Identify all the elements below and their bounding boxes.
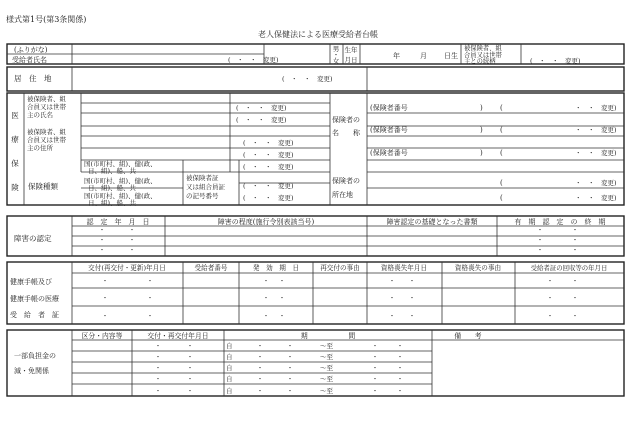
vertical-label: 険: [11, 183, 19, 192]
date-dot: ・: [371, 375, 379, 383]
period-from: 自: [226, 342, 233, 350]
column-header: 受給者番号: [194, 264, 228, 272]
date-dot: ・: [388, 312, 396, 320]
insured-address-label: 主の住所: [27, 144, 53, 152]
period-to: 〜至: [320, 364, 333, 372]
insurance-type-option: 国(市町村、組)、健(政、: [84, 160, 157, 168]
insurance-type-option: 日、組)、船、共: [88, 184, 137, 192]
disability-label: 障害の認定: [14, 234, 52, 243]
date-dot: ・: [256, 342, 264, 350]
period-to: 〜至: [320, 375, 333, 383]
column-header: 有 期 認 定 の 終 期: [514, 218, 606, 226]
date-dot: ・: [286, 387, 294, 395]
change-note: ・ ・ 変更): [575, 104, 617, 112]
recipient-name-label: 受給者氏名: [12, 56, 47, 64]
date-dot: ・: [371, 342, 379, 350]
date-dot: ・: [371, 387, 379, 395]
relation-label: 主との続柄: [464, 58, 496, 65]
paren: ): [480, 104, 483, 112]
sex-label: 女: [332, 57, 340, 65]
change-note: ( ・ ・ 変更): [243, 182, 294, 190]
change-note: ( ・ ・ 変更): [243, 151, 294, 159]
insured-name-label: 主の氏名: [27, 111, 53, 119]
date-dot: ・: [101, 312, 109, 320]
insured-address-label: 合員又は世帯: [27, 136, 66, 144]
date-dot: ・: [262, 277, 270, 285]
date-dot: ・: [408, 294, 416, 302]
column-header: 期 間: [300, 332, 356, 340]
date-dot: ・: [408, 312, 416, 320]
period-from: 自: [226, 364, 233, 372]
date-dot: ・: [154, 364, 162, 372]
column-header: 資格喪失年月日: [380, 264, 428, 272]
date-dot: ・: [98, 226, 106, 234]
column-header: 備 考: [454, 332, 482, 340]
date-dot: ・: [571, 246, 579, 254]
paren: (: [500, 194, 503, 202]
insurance-type-option: 日、組)、船、共: [88, 199, 137, 207]
paren: ): [480, 126, 483, 134]
period-from: 自: [226, 375, 233, 383]
vertical-label: 医: [11, 111, 19, 120]
date-dot: ・: [571, 277, 579, 285]
date-dot: ・: [546, 277, 554, 285]
column-header: 障害の程度(施行令別表該当号): [217, 218, 315, 226]
column-header: 受給者証の回収等の年月日: [530, 264, 608, 272]
handbook-label: 健康手帳及び: [10, 278, 52, 286]
date-dot: ・: [186, 387, 194, 395]
change-note: ( ・ ・ 変更): [243, 163, 294, 171]
residence-label: 居 住 地: [14, 74, 52, 83]
change-note: ・ ・ 変更): [575, 179, 617, 187]
date-dot: ・: [388, 277, 396, 285]
date-dot: ・: [396, 342, 404, 350]
date-dot: ・: [146, 294, 154, 302]
form-number: 様式第1号(第3条関係): [6, 15, 87, 24]
period-from: 自: [226, 387, 233, 395]
vertical-label: 保: [11, 159, 19, 168]
date-dot: ・: [396, 364, 404, 372]
column-header: 交付(再交付・更新)年月日: [88, 264, 166, 272]
date-dot: ・: [396, 375, 404, 383]
date-dot: ・: [256, 364, 264, 372]
period-to: 〜至: [320, 342, 333, 350]
furigana-label: (ふりがな): [14, 46, 48, 54]
date-dot: ・: [186, 375, 194, 383]
date-dot: ・: [371, 353, 379, 361]
paren: (: [500, 126, 503, 134]
date-dot: ・: [388, 294, 396, 302]
insurer-address-label: 所在地: [332, 191, 353, 199]
date-dot: ・: [98, 236, 106, 244]
change-note: ( ・ ・ 変更): [236, 116, 287, 124]
date-dot: ・: [154, 375, 162, 383]
copay-label: 一部負担金の: [14, 352, 56, 360]
date-dot: ・: [286, 375, 294, 383]
date-dot: ・: [128, 246, 136, 254]
change-note: ( ・ ・ 変更): [282, 75, 333, 83]
sex-label: 男: [332, 45, 340, 53]
insured-address-label: 被保険者、組: [27, 128, 66, 136]
insurance-type-label: 保険種類: [28, 182, 58, 191]
insurance-type-option: 国(市町村、組)、健(政、: [84, 177, 157, 185]
birth-label: 月日: [344, 56, 358, 64]
relation-label: 合員又は世帯: [464, 52, 502, 59]
date-dot: ・: [154, 353, 162, 361]
date-dot: ・: [278, 277, 286, 285]
date-dot: ・: [256, 353, 264, 361]
column-header: 資格喪失の事由: [454, 264, 502, 272]
column-header: 障害認定の基礎となった書類: [386, 218, 478, 226]
date-dot: ・: [154, 387, 162, 395]
period-to: 〜至: [320, 353, 333, 361]
date-dot: ・: [186, 342, 194, 350]
date-dot: ・: [262, 294, 270, 302]
date-dot: ・: [546, 294, 554, 302]
insurer-number-label: (保険者番号: [370, 126, 408, 134]
copay-label: 減・免関係: [14, 367, 49, 375]
date-dot: ・: [536, 236, 544, 244]
insurer-name-label: 保険者の: [332, 116, 360, 124]
date-dot: ・: [278, 312, 286, 320]
date-part: 年: [393, 52, 400, 60]
column-header: 発 効 期 日: [252, 264, 300, 272]
date-dot: ・: [571, 236, 579, 244]
cert-number-label: 又は組合員証: [186, 183, 225, 191]
column-header: 認 定 年 月 日: [86, 218, 150, 226]
date-dot: ・: [286, 342, 294, 350]
date-dot: ・: [536, 246, 544, 254]
date-dot: ・: [154, 342, 162, 350]
column-header: 区分・内容等: [81, 332, 123, 340]
date-dot: ・: [286, 364, 294, 372]
paren: (: [500, 149, 503, 157]
birth-label: 生年: [344, 46, 358, 54]
sex-label: ・: [332, 51, 340, 59]
column-header: 交付・再交付年月日: [147, 332, 209, 340]
date-part: 月: [420, 52, 427, 60]
change-note: ・ ・ 変更): [575, 194, 617, 202]
cert-number-label: 被保険者証: [186, 174, 219, 182]
date-dot: ・: [128, 226, 136, 234]
date-dot: ・: [286, 353, 294, 361]
date-dot: ・: [262, 312, 270, 320]
handbook-label: 健康手帳の医療: [10, 295, 59, 303]
period-to: 〜至: [320, 387, 333, 395]
change-note: ( ・ ・ 変更): [530, 57, 581, 65]
date-dot: ・: [278, 294, 286, 302]
date-dot: ・: [571, 312, 579, 320]
change-note: ・ ・ 変更): [575, 126, 617, 134]
date-dot: ・: [256, 375, 264, 383]
date-dot: ・: [186, 353, 194, 361]
date-dot: ・: [256, 387, 264, 395]
period-from: 自: [226, 353, 233, 361]
insurance-type-option: 国(市町村、組)、健(政、: [84, 192, 157, 200]
insured-name-label: 合員又は世帯: [27, 103, 66, 111]
insurance-type-option: 日、組)、船、共: [88, 167, 137, 175]
date-dot: ・: [146, 312, 154, 320]
date-dot: ・: [128, 236, 136, 244]
date-dot: ・: [98, 246, 106, 254]
change-note: ( ・ ・ 変更): [236, 104, 287, 112]
date-dot: ・: [571, 226, 579, 234]
change-note: ( ・ ・ 変更): [243, 194, 294, 202]
paren: (: [500, 179, 503, 187]
date-dot: ・: [571, 294, 579, 302]
date-dot: ・: [396, 353, 404, 361]
insurer-number-label: (保険者番号: [370, 149, 408, 157]
change-note: ( ・ ・ 変更): [243, 139, 294, 147]
date-dot: ・: [371, 364, 379, 372]
insurer-address-label: 保険者の: [332, 177, 360, 185]
form-title: 老人保健法による医療受給者台帳: [258, 30, 378, 39]
paren: (: [500, 104, 503, 112]
vertical-label: 療: [11, 135, 19, 144]
date-dot: ・: [101, 294, 109, 302]
date-dot: ・: [396, 387, 404, 395]
date-dot: ・: [536, 226, 544, 234]
change-note: ( ・ ・ 変更): [228, 56, 279, 64]
paren: ): [480, 149, 483, 157]
relation-label: 被保険者、組: [464, 45, 502, 52]
handbook-label: 受 給 者 証: [10, 311, 59, 319]
insurer-name-label: 名 称: [332, 129, 360, 137]
date-dot: ・: [408, 277, 416, 285]
date-dot: ・: [186, 364, 194, 372]
change-note: ・ ・ 変更): [575, 149, 617, 157]
cert-number-label: の記号番号: [186, 192, 219, 200]
date-dot: ・: [546, 312, 554, 320]
column-header: 再交付の事由: [320, 264, 360, 272]
date-dot: ・: [146, 277, 154, 285]
date-dot: ・: [101, 277, 109, 285]
date-part: 日生: [444, 52, 458, 60]
insured-name-label: 被保険者、組: [27, 95, 66, 103]
insurer-number-label: (保険者番号: [370, 104, 408, 112]
